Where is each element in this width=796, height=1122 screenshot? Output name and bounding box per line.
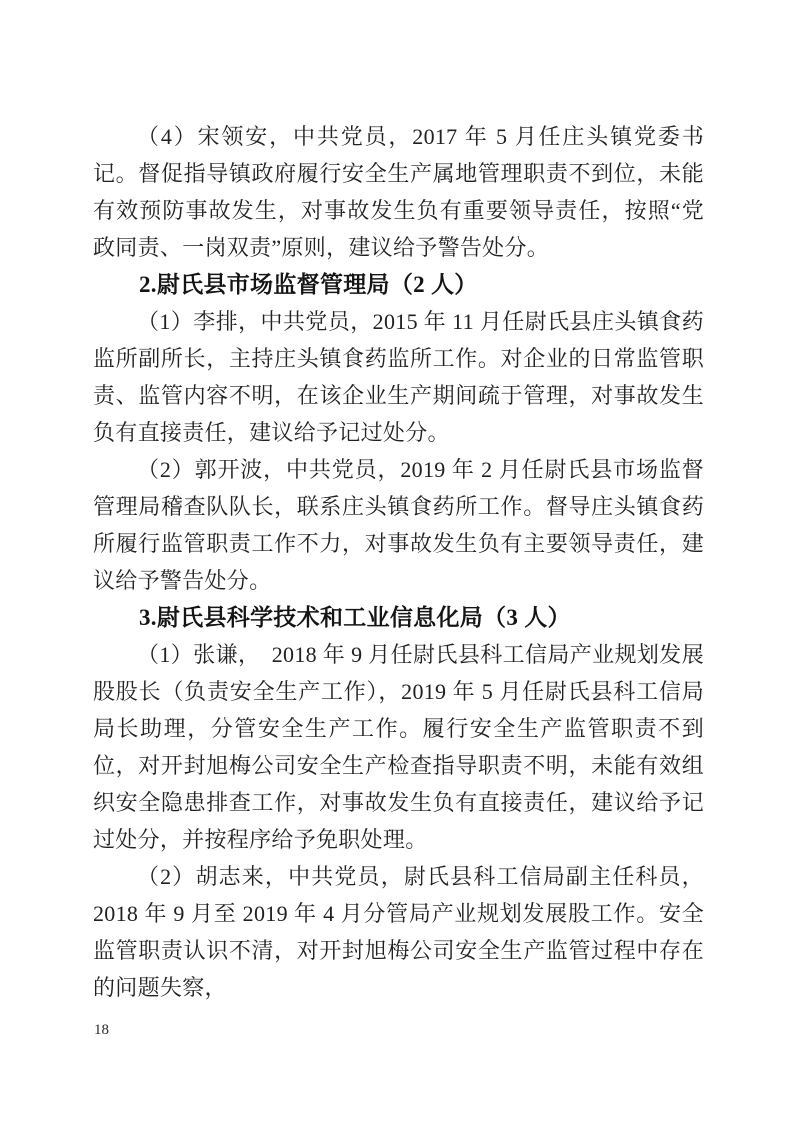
section-heading-market-supervision-bureau: 2.尉氏县市场监督管理局（2 人） bbox=[139, 272, 478, 297]
page-number: 18 bbox=[94, 1022, 109, 1038]
paragraph-song-lingan: （4）宋领安，中共党员，2017 年 5 月任庄头镇党委书记。督促指导镇政府履行安全生产属地管理职责不到位，未能有效预防事故发生，对事故发生负有重要领导责任，按照“党政同责、一岗双责”原则，建议给予警告处分。 bbox=[93, 124, 704, 260]
paragraph-zhang-qian: （1）张谦， 2018 年 9 月任尉氏县科工信局产业规划发展股股长（负责安全生产工作），2019 年 5 月任尉氏县科工信局局长助理，分管安全生产工作。履行安全生产监管职责不到位，对开封旭梅公司安全生产检查指导职责不明，未能有效组织安全隐患排查工作，对事故发生负有直接责任，建议给予记过处分，并按程序给予免职处理。 bbox=[93, 642, 704, 852]
paragraph-guo-kaibo: （2）郭开波，中共党员，2019 年 2 月任尉氏县市场监督管理局稽查队队长，联系庄头镇食药所工作。督导庄头镇食药所履行监管职责工作不力，对事故发生负有主要领导责任，建议给予警告处分。 bbox=[93, 457, 704, 593]
document-body bbox=[93, 118, 704, 1006]
section-heading-science-tech-industry-bureau: 3.尉氏县科学技术和工业信息化局（3 人） bbox=[139, 605, 571, 630]
paragraph-li-pai: （1）李排，中共党员，2015 年 11 月任尉氏县庄头镇食药监所副所长，主持庄头镇食药监所工作。对企业的日常监管职责、监管内容不明，在该企业生产期间疏于管理，对事故发生负有直接责任，建议给予记过处分。 bbox=[93, 309, 704, 445]
paragraph-hu-zhilai: （2）胡志来，中共党员，尉氏县科工信局副主任科员，2018 年 9 月至 2019 年 4 月分管局产业规划发展股工作。安全监管职责认识不清，对开封旭梅公司安全生产监管过程中存在的问题失察， bbox=[93, 864, 704, 1000]
